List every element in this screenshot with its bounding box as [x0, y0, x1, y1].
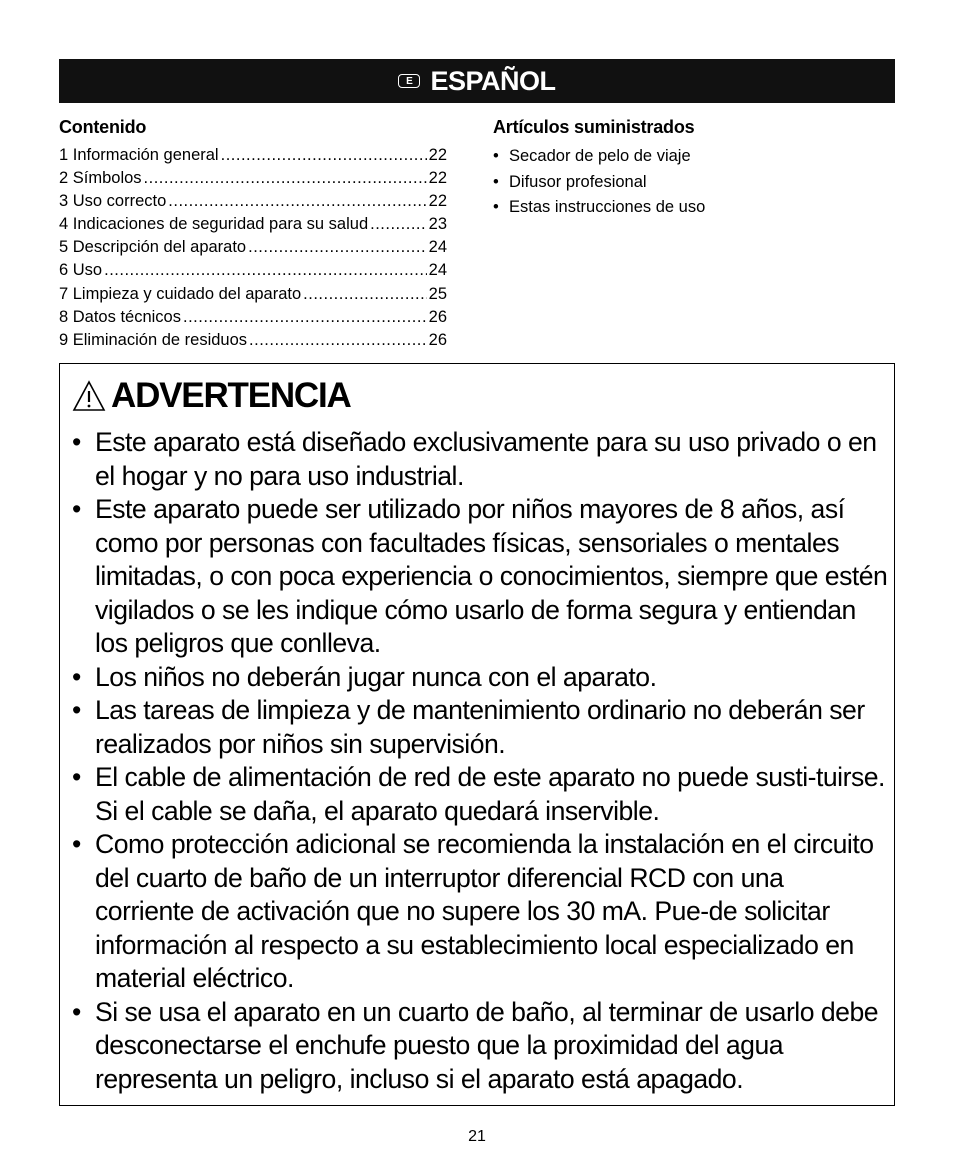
toc-entry[interactable]: [59, 213, 447, 236]
warning-item: [72, 694, 888, 761]
toc-entry-label: 4 Indicaciones de seguridad para su salud: [59, 215, 369, 234]
list-item-text: Estas instrucciones de uso: [509, 198, 706, 216]
warning-item: [72, 493, 888, 661]
toc-entry[interactable]: [59, 306, 447, 329]
toc-entry[interactable]: [59, 236, 447, 259]
warning-heading: [72, 376, 351, 416]
toc-leader-dots: [303, 283, 426, 306]
page-number: 21: [468, 1128, 486, 1145]
toc-entry-page: 22: [428, 146, 447, 164]
toc-entry-page: 25: [428, 284, 447, 303]
warning-item-text: El cable de alimentación de red de este aparato no puede susti-tuirse. Si el cable se daña, el aparato quedará inservible.: [95, 762, 885, 826]
warning-item: [72, 828, 888, 996]
bullet-icon: •: [72, 661, 81, 692]
bullet-icon: •: [72, 996, 81, 1027]
warning-item-text: Las tareas de limpieza y de mantenimiento ordinario no deberán ser realizados por niños sin supervisión.: [95, 695, 865, 759]
toc-leader-dots: [249, 329, 427, 352]
toc-entry-label: 2 Símbolos: [59, 169, 142, 188]
warning-item: [72, 761, 888, 828]
warning-item: [72, 426, 888, 493]
list-item: [493, 195, 893, 221]
toc-leader-dots: [104, 259, 427, 282]
toc-leader-dots: [183, 306, 427, 329]
toc-entry-label: 7 Limpieza y cuidado del aparato: [59, 284, 302, 303]
warning-list: [72, 426, 888, 1096]
toc-entry[interactable]: [59, 167, 447, 190]
bullet-icon: •: [72, 427, 81, 457]
warning-box: [59, 363, 895, 1106]
warning-item-text: Como protección adicional se recomienda la instalación en el circuito del cuarto de baño de un interruptor diferencial RCD con una corriente de activación que no supere los 30 mA. Pue-de solicitar información al respecto a su establecimiento local especializado en material eléctrico.: [95, 829, 874, 993]
language-badge: E: [398, 74, 420, 88]
toc-entry-label: 1 Información general: [59, 146, 219, 164]
table-of-contents: [59, 117, 447, 352]
toc-entry[interactable]: [59, 190, 447, 213]
bullet-icon: •: [72, 762, 81, 792]
toc-entry-page: 24: [428, 261, 447, 280]
toc-entry-label: 9 Eliminación de residuos: [59, 330, 248, 349]
toc-entry-label: 8 Datos técnicos: [59, 307, 181, 326]
language-header-bar: [59, 59, 895, 103]
toc-entry[interactable]: [59, 259, 447, 282]
toc-entry[interactable]: [59, 329, 447, 352]
toc-entry-page: 24: [428, 238, 447, 257]
warning-item-text: Este aparato está diseñado exclusivamente para su uso privado o en el hogar y no para uso industrial.: [95, 427, 877, 491]
warning-item-text: Si se usa el aparato en un cuarto de baño, al terminar de usarlo debe desconectarse el enchufe puesto que la proximidad del agua representa un peligro, incluso si el aparato está apagado.: [95, 996, 879, 1094]
list-item-text: Secador de pelo de viaje: [509, 147, 691, 165]
bullet-icon: •: [493, 198, 499, 216]
bullet-icon: •: [72, 494, 81, 524]
toc-leader-dots: [168, 190, 426, 213]
list-item: [493, 144, 893, 170]
toc-leader-dots: [248, 236, 427, 259]
warning-item-text: Los niños no deberán jugar nunca con el aparato.: [95, 661, 657, 692]
toc-leader-dots: [221, 144, 427, 167]
toc-entry[interactable]: [59, 144, 447, 167]
bullet-icon: •: [493, 147, 499, 165]
contents-heading: Contenido: [59, 117, 147, 137]
bullet-icon: •: [72, 829, 81, 859]
warning-item-text: Este aparato puede ser utilizado por niños mayores de 8 años, así como por personas con facultades físicas, sensoriales o mentales limitadas, o con poca experiencia o conocimientos, siempre que estén vigilados o se les indique cómo usarlo de forma segura y entiendan los peligros que conlleva.: [95, 494, 888, 658]
toc-entry-page: 23: [428, 215, 447, 234]
toc-entry-label: 6 Uso: [59, 261, 103, 280]
toc-leader-dots: [370, 213, 427, 236]
warning-item: [72, 996, 888, 1097]
warning-triangle-icon: [72, 380, 106, 412]
toc-entry-label: 5 Descripción del aparato: [59, 238, 247, 257]
supplied-heading: Artículos suministrados: [493, 117, 695, 137]
language-title: ESPAÑOL: [430, 65, 556, 96]
toc-entry[interactable]: [59, 283, 447, 306]
toc-entry-page: 22: [428, 192, 447, 211]
bullet-icon: •: [493, 172, 499, 191]
toc-entry-page: 26: [428, 307, 447, 326]
warning-title: ADVERTENCIA: [111, 376, 351, 415]
toc-entry-label: 3 Uso correcto: [59, 192, 167, 211]
toc-leader-dots: [144, 167, 427, 190]
list-item: [493, 170, 893, 196]
list-item-text: Difusor profesional: [509, 172, 647, 191]
toc-entry-page: 26: [428, 330, 447, 349]
toc-entry-page: 22: [428, 169, 447, 188]
warning-item: [72, 661, 888, 695]
supplied-items: [493, 117, 893, 221]
bullet-icon: •: [72, 695, 81, 725]
